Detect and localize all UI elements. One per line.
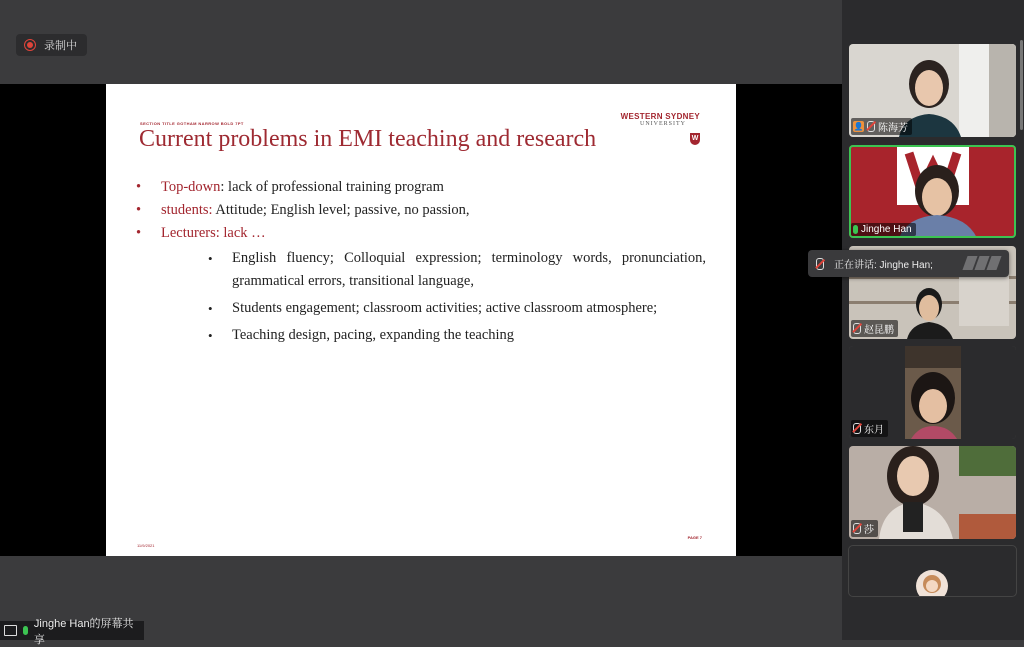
speaking-indicator bbox=[808, 250, 1009, 277]
screen-share-bar[interactable] bbox=[0, 617, 144, 646]
recording-label: 录制中 bbox=[44, 40, 77, 52]
slide-page-number: PAGE 7 bbox=[687, 535, 702, 540]
bullet-item bbox=[136, 224, 706, 242]
slide-title: Current problems in EMI teaching and research bbox=[139, 126, 597, 152]
speaking-label: 正在讲话: Jinghe Han; bbox=[834, 260, 933, 271]
participant-name: 东月 bbox=[864, 425, 884, 436]
screen-share-label: Jinghe Han的屏幕共享 bbox=[33, 617, 134, 646]
mic-muted-icon bbox=[867, 121, 875, 132]
participant-name: Jinghe Han bbox=[861, 224, 912, 235]
microphone-icon bbox=[23, 626, 28, 635]
mic-active-icon bbox=[853, 225, 858, 234]
mic-muted-icon bbox=[816, 258, 824, 270]
participant-tile[interactable] bbox=[849, 346, 1016, 439]
bullet-lead: students: bbox=[161, 202, 213, 218]
participant-name-tag bbox=[851, 420, 888, 437]
participant-name-tag bbox=[851, 520, 878, 537]
participant-name: 莎 bbox=[864, 525, 874, 536]
bullet-item bbox=[136, 178, 706, 196]
screen-share-icon bbox=[4, 625, 17, 636]
sub-bullet-list bbox=[208, 247, 706, 347]
bullet-lead: Lecturers: lack … bbox=[161, 225, 266, 241]
bullet-text: : lack of professional training program bbox=[220, 179, 444, 195]
sub-bullet-item: • English fluency; Colloquial expression; terminology words, pronunciation, grammatical errors, transitional language, bbox=[208, 247, 706, 293]
slide-section-label: SECTION TITLE GOTHAM NARROW BOLD 7PT bbox=[140, 121, 244, 126]
participant-tile[interactable] bbox=[849, 44, 1016, 137]
recording-icon bbox=[24, 39, 36, 51]
logo-bottom-text: UNIVERSITY bbox=[640, 121, 686, 127]
mic-muted-icon bbox=[853, 323, 861, 334]
participant-name-tag bbox=[851, 223, 916, 236]
logo-top-text: WESTERN SYDNEY bbox=[620, 112, 700, 121]
participant-name-tag bbox=[851, 118, 912, 135]
host-icon: 👤 bbox=[853, 122, 864, 131]
participant-name: 陈海芳 bbox=[878, 123, 908, 134]
recording-indicator[interactable] bbox=[16, 34, 87, 56]
participant-tile[interactable] bbox=[849, 546, 1016, 596]
participant-name-tag bbox=[851, 320, 898, 337]
avatar bbox=[849, 546, 1016, 596]
speaking-wave-icon bbox=[965, 256, 1001, 270]
university-logo bbox=[621, 112, 700, 127]
shield-icon: W bbox=[690, 133, 700, 145]
participant-tile-active[interactable] bbox=[849, 145, 1016, 238]
bullet-lead: Top-down bbox=[161, 179, 221, 195]
sidebar-scrollbar[interactable] bbox=[1020, 40, 1023, 130]
bullet-item bbox=[136, 201, 706, 219]
participant-tile[interactable] bbox=[849, 446, 1016, 539]
participant-name: 赵昆鹏 bbox=[864, 325, 894, 336]
slide-date: 11/9/2021 bbox=[137, 543, 155, 548]
sub-bullet-item: • Students engagement; classroom activities; active classroom atmosphere; bbox=[208, 297, 706, 320]
mic-muted-icon bbox=[853, 523, 861, 534]
sub-bullet-item: • Teaching design, pacing, expanding the teaching bbox=[208, 324, 706, 347]
slide-bullets bbox=[136, 178, 706, 351]
mic-muted-icon bbox=[853, 423, 861, 434]
bullet-text: Attitude; English level; passive, no passion, bbox=[212, 202, 470, 218]
presentation-slide bbox=[106, 84, 736, 556]
